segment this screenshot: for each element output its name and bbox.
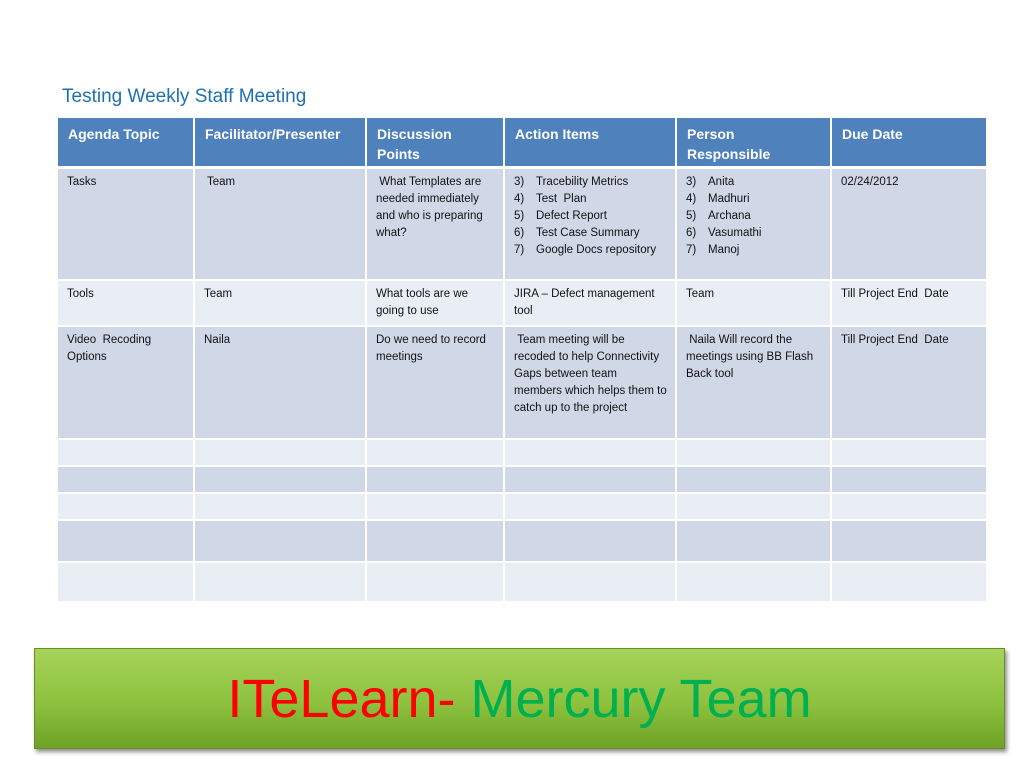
table-row	[57, 439, 987, 466]
empty-cell	[831, 562, 987, 602]
cell-facilitator: Naila	[194, 326, 366, 439]
banner-brand: ITeLearn	[227, 668, 438, 729]
empty-cell	[504, 439, 676, 466]
cell-due-date: Till Project End Date	[831, 280, 987, 326]
table-header-row	[57, 118, 987, 168]
empty-cell	[676, 439, 831, 466]
empty-cell	[194, 466, 366, 493]
empty-cell	[194, 562, 366, 602]
cell-due-date: 02/24/2012	[831, 168, 987, 280]
header-person-responsible: Person Responsible	[676, 118, 831, 168]
empty-cell	[57, 562, 194, 602]
empty-cell	[676, 520, 831, 562]
empty-cell	[194, 520, 366, 562]
header-facilitator: Facilitator/Presenter	[194, 118, 366, 168]
cell-action-items: JIRA – Defect management tool	[504, 280, 676, 326]
cell-topic: Tasks	[57, 168, 194, 280]
empty-cell	[194, 493, 366, 520]
table-row	[57, 280, 987, 326]
header-discussion-points: Discussion Points	[366, 118, 504, 168]
empty-cell	[366, 439, 504, 466]
table-row	[57, 520, 987, 562]
empty-cell	[676, 562, 831, 602]
agenda-table	[56, 118, 988, 603]
banner-team-name: Mercury Team	[455, 668, 812, 729]
table-row	[57, 562, 987, 602]
empty-cell	[57, 466, 194, 493]
header-agenda-topic: Agenda Topic	[57, 118, 194, 168]
empty-cell	[194, 439, 366, 466]
slide-title: Testing Weekly Staff Meeting	[62, 86, 307, 107]
header-action-items: Action Items	[504, 118, 676, 168]
empty-cell	[831, 520, 987, 562]
header-due-date: Due Date	[831, 118, 987, 168]
empty-cell	[366, 562, 504, 602]
team-banner	[34, 648, 1005, 749]
persons-list	[686, 174, 822, 259]
cell-discussion: What tools are we going to use	[366, 280, 504, 326]
empty-cell	[366, 520, 504, 562]
cell-discussion: Do we need to record meetings	[366, 326, 504, 439]
table-row	[57, 493, 987, 520]
cell-action-items: Team meeting will be recoded to help Connectivity Gaps between team members which helps them to catch up to the project	[504, 326, 676, 439]
empty-cell	[57, 439, 194, 466]
empty-cell	[676, 493, 831, 520]
cell-person-responsible: Naila Will record the meetings using BB Flash Back tool	[676, 326, 831, 439]
cell-facilitator: Team	[194, 280, 366, 326]
cell-topic: Video Recoding Options	[57, 326, 194, 439]
empty-cell	[57, 493, 194, 520]
cell-action-items	[504, 168, 676, 280]
empty-cell	[831, 493, 987, 520]
table-row	[57, 326, 987, 439]
cell-due-date: Till Project End Date	[831, 326, 987, 439]
table-row	[57, 466, 987, 493]
list-item: 3) Tracebility Metrics	[514, 176, 629, 188]
list-item: 4) Madhuri	[686, 193, 750, 205]
banner-dash: -	[437, 668, 456, 729]
empty-cell	[504, 493, 676, 520]
action-items-list	[514, 174, 667, 259]
cell-discussion: What Templates are needed immediately and who is preparing what?	[366, 168, 504, 280]
list-item: 5) Archana	[686, 210, 751, 222]
cell-facilitator: Team	[194, 168, 366, 280]
list-item: 4) Test Plan	[514, 193, 587, 205]
cell-topic: Tools	[57, 280, 194, 326]
list-item: 3) Anita	[686, 176, 735, 188]
empty-cell	[366, 466, 504, 493]
list-item: 5) Defect Report	[514, 210, 607, 222]
list-item: 7) Manoj	[686, 244, 740, 256]
cell-person-responsible	[676, 168, 831, 280]
list-item: 6) Test Case Summary	[514, 227, 640, 239]
table-row	[57, 168, 987, 280]
empty-cell	[504, 520, 676, 562]
empty-cell	[676, 466, 831, 493]
empty-cell	[504, 466, 676, 493]
empty-cell	[831, 439, 987, 466]
empty-cell	[57, 520, 194, 562]
empty-cell	[504, 562, 676, 602]
list-item: 7) Google Docs repository	[514, 244, 657, 256]
cell-person-responsible: Team	[676, 280, 831, 326]
list-item: 6) Vasumathi	[686, 227, 762, 239]
empty-cell	[366, 493, 504, 520]
empty-cell	[831, 466, 987, 493]
